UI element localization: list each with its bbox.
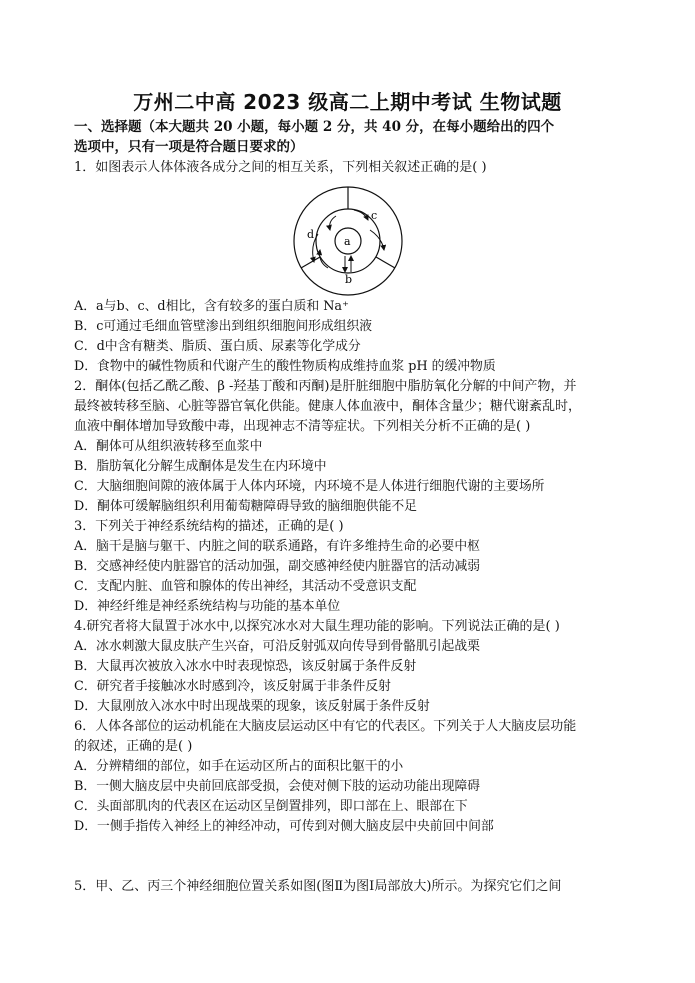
q4-stem: 4.研究者将大鼠置于冰水中,以探究冰水对大鼠生理功能的影响。下列说法正确的是( ) [74,619,560,634]
q6-option-c: C．头面部肌肉的代表区在运动区呈倒置排列，即口部在上、眼部在下 [74,799,468,814]
q6-option-a: A．分辨精细的部位，如手在运动区所占的面积比躯干的小 [74,759,404,774]
q3-option-c: C．支配内脏、血管和腺体的传出神经，其活动不受意识支配 [74,579,417,594]
q3-stem: 3．下列关于神经系统结构的描述，正确的是( ) [74,519,344,534]
label-d: d [307,228,315,241]
q2-option-a: A．酮体可从组织液转移至血浆中 [74,439,263,454]
q1-option-d: D．食物中的碱性物质和代谢产生的酸性物质构成维持血浆 pH 的缓冲物质 [74,359,496,374]
q2-option-b: B．脂肪氧化分解生成酮体是发生在内环境中 [74,459,327,474]
q2-option-c: C．大脑细胞间隙的液体属于人体内环境，内环境不是人体进行细胞代谢的主要场所 [74,479,545,494]
divider-left [301,257,320,268]
page-title: 万州二中高 2023 级高二上期中考试 生物试题 [133,90,562,114]
q1-option-c: C．d中含有糖类、脂质、蛋白质、尿素等化学成分 [74,339,361,354]
section-heading-line1: 一、选择题（本大题共 20 小题，每小题 2 分，共 40 分，在每小题给出的四个 [74,119,555,135]
q4-option-c: C．研究者手接触冰水时感到冷，该反射属于非条件反射 [74,679,391,694]
q6-option-d: D．一侧手指传入神经上的神经冲动，可传到对侧大脑皮层中央前回中间部 [74,819,494,834]
label-b: b [345,273,353,286]
q1-stem: 1．如图表示人体体液各成分之间的相互关系，下列相关叙述正确的是( ) [74,160,487,175]
q3-option-d: D．神经纤维是神经系统结构与功能的基本单位 [74,599,341,614]
q6-option-b: B．一侧大脑皮层中央前回底部受损，会使对侧下肢的运动功能出现障碍 [74,779,481,794]
label-a: a [344,235,351,248]
q2-stem-line1: 2．酮体(包括乙酰乙酸、β -羟基丁酸和丙酮)是肝脏细胞中脂肪氧化分解的中间产物，并 [74,379,577,394]
q2-stem-line2: 最终被转移至脑、心脏等器官氧化供能。健康人体血液中，酮体含量少；糖代谢紊乱时， [74,399,582,414]
q6-stem-line1: 6．人体各部位的运动机能在大脑皮层运动区中有它的代表区。下列关于人大脑皮层功能 [74,719,577,734]
q5-stem: 5．甲、乙、丙三个神经细胞位置关系如图(图Ⅱ为图Ⅰ局部放大)所示。为探究它们之间 [74,879,562,894]
q1-option-a: A．a与b、c、d相比，含有较多的蛋白质和 Na⁺ [74,299,349,314]
q4-option-d: D．大鼠刚放入冰水中时出现战栗的现象，该反射属于条件反射 [74,699,430,714]
arrow-c-right [370,230,384,250]
q2-option-d: D．酮体可缓解脑组织利用葡萄糖障碍导致的脑细胞供能不足 [74,499,417,514]
q3-option-a: A．脑干是脑与躯干、内脏之间的联系通路，有许多维持生命的必要中枢 [74,539,480,554]
divider-right [376,257,395,268]
q2-stem-line3: 血液中酮体增加导致酸中毒，出现神志不清等症状。下列相关分析不正确的是( ) [74,419,531,434]
body-fluid-diagram [288,186,408,296]
q4-option-a: A．冰水刺激大鼠皮肤产生兴奋，可沿反射弧双向传导到骨骼肌引起战栗 [74,639,480,654]
q1-option-b: B．c可通过毛细血管壁渗出到组织细胞间形成组织液 [74,319,373,334]
q3-option-b: B．交感神经使内脏器官的活动加强，副交感神经使内脏器官的活动减弱 [74,559,481,574]
q4-option-b: B．大鼠再次被放入冰水中时表现惊恐，该反射属于条件反射 [74,659,417,674]
q6-stem-line2: 的叙述，正确的是( ) [74,739,193,754]
arrow-a-to-c [330,216,336,230]
label-c: c [371,209,378,222]
section-heading-line2: 选项中，只有一项是符合题日要求的） [74,139,304,155]
